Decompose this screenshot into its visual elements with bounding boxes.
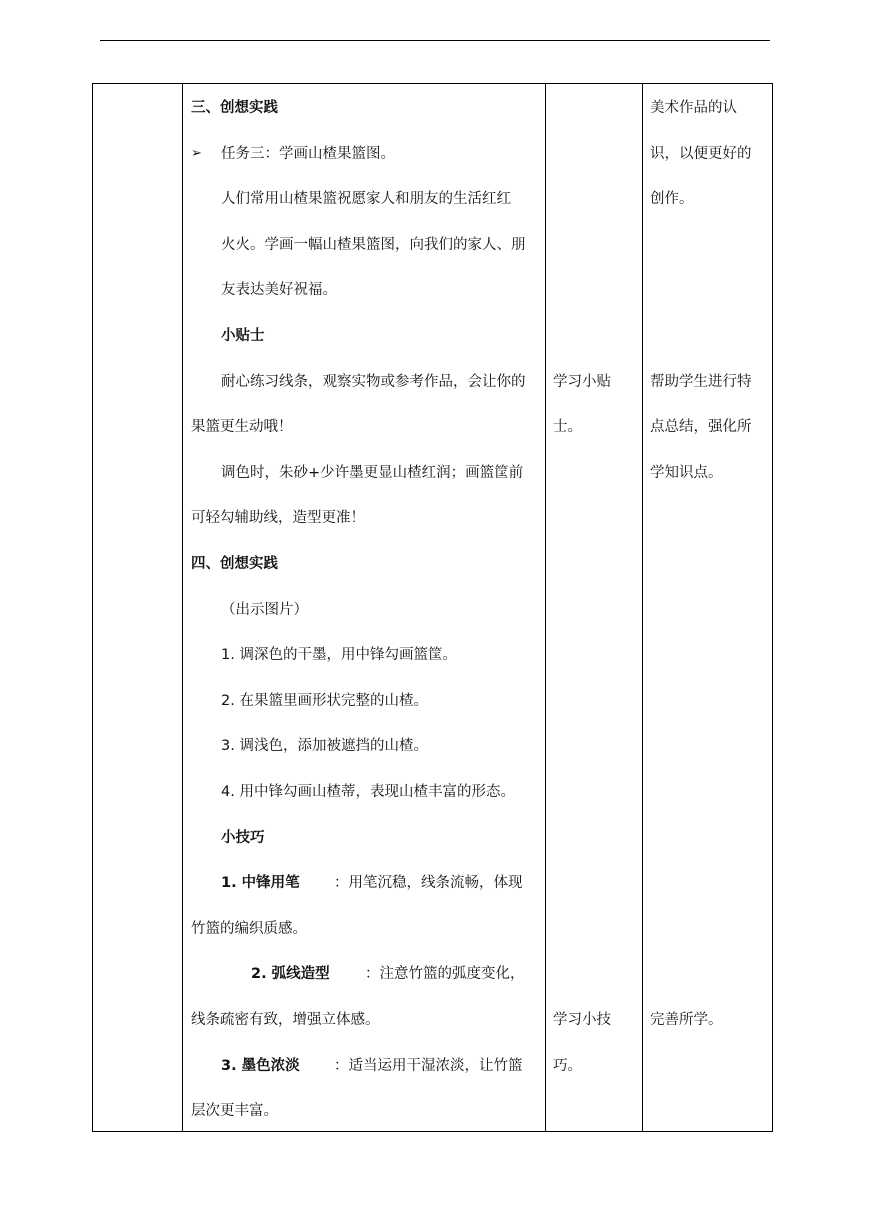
purpose-note: 识，以便更好的: [650, 146, 752, 162]
step-item: 2. 在果篮里画形状完整的山楂。: [221, 693, 428, 709]
lesson-table: [92, 83, 773, 1132]
student-note: 学习小技: [553, 1012, 611, 1028]
skill-label: 2. 弧线造型: [251, 966, 330, 982]
step-item: 3. 调浅色，添加被遮挡的山楂。: [221, 738, 428, 754]
section4-title: 四、创想实践: [191, 556, 278, 572]
tip-line: 耐心练习线条，观察实物或参考作品，会让你的: [221, 374, 526, 390]
purpose-note: 完善所学。: [650, 1012, 723, 1028]
skill-text: ：用笔沉稳，线条流畅，体现: [334, 875, 523, 891]
skill-text: 层次更丰富。: [191, 1103, 278, 1119]
tips-title: 小贴士: [221, 328, 265, 344]
arrow-bullet-icon: ➢: [191, 146, 202, 161]
skill-label: 3. 墨色浓淡: [221, 1058, 300, 1074]
skill-text: 竹篮的编织质感。: [191, 921, 307, 937]
show-image-note: （出示图片）: [221, 602, 308, 618]
purpose-note: 点总结，强化所: [650, 419, 752, 435]
purpose-note: 帮助学生进行特: [650, 374, 752, 390]
intro-line: 人们常用山楂果篮祝愿家人和朋友的生活红红: [221, 191, 511, 207]
activity-cell: [182, 84, 545, 1131]
purpose-note: 美术作品的认: [650, 100, 737, 116]
student-note: 士。: [553, 419, 582, 435]
intro-line: 友表达美好祝福。: [221, 282, 337, 298]
step-item: 4. 用中锋勾画山楂蒂，表现山楂丰富的形态。: [221, 784, 515, 800]
step-item: 1. 调深色的干墨，用中锋勾画篮筐。: [221, 647, 457, 663]
tip-line: 果篮更生动哦！: [191, 419, 293, 435]
tip-line: 可轻勾辅助线，造型更准！: [191, 510, 365, 526]
task3-text: 任务三：学画山楂果篮图。: [221, 146, 395, 162]
student-note: 巧。: [553, 1058, 582, 1074]
student-note: 学习小贴: [553, 374, 611, 390]
purpose-note: 创作。: [650, 191, 694, 207]
purpose-note: 学知识点。: [650, 465, 723, 481]
purpose-cell: [642, 84, 772, 1131]
skills-title: 小技巧: [221, 830, 265, 846]
skill-text: 线条疏密有致，增强立体感。: [191, 1012, 380, 1028]
tip-line: 调色时，朱砂+少许墨更显山楂红润；画篮筐前: [221, 465, 524, 481]
header-rule: [100, 40, 770, 41]
section3-title: 三、创想实践: [191, 100, 278, 116]
skill-text: ：注意竹篮的弧度变化，: [365, 966, 525, 982]
skill-label: 1. 中锋用笔: [221, 875, 300, 891]
intro-line: 火火。学画一幅山楂果篮图，向我们的家人、朋: [221, 237, 526, 253]
skill-text: ：适当运用干湿浓淡，让竹篮: [334, 1058, 523, 1074]
stage-cell: [93, 84, 182, 1131]
student-cell: [545, 84, 642, 1131]
